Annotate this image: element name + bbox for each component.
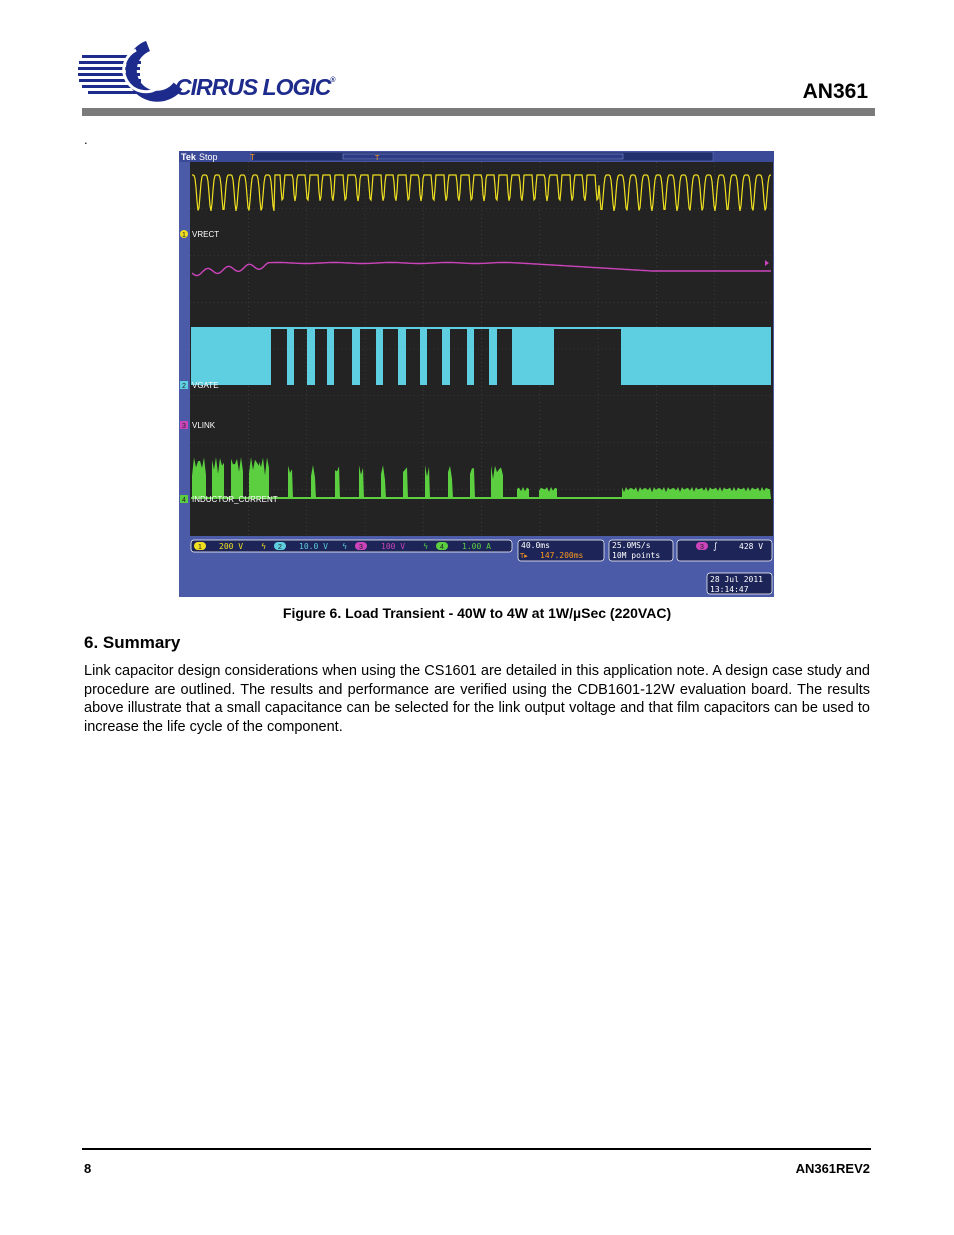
record-trigger-marker: T bbox=[375, 155, 380, 162]
registered-mark: ® bbox=[330, 77, 335, 84]
scope-brand: Tek bbox=[181, 152, 196, 162]
ch1-bandwidth-icon: ϟ bbox=[261, 542, 267, 551]
rising-edge-icon: ∫ bbox=[713, 542, 718, 552]
trigger-source-number: 3 bbox=[700, 544, 704, 551]
trace-segment bbox=[191, 327, 271, 385]
trace-segment bbox=[420, 327, 427, 385]
document-id: AN361 bbox=[802, 80, 868, 103]
logo-name: CIRRUS LOGIC bbox=[175, 74, 331, 100]
summary-paragraph: Link capacitor design considerations when using the CS1601 are detailed in this application note. A design case study and procedure are outlined. The results and performance are verified using the CDB1601-12W evaluation board. The results above illustrate that a small capacitance can be selected for the link output voltage and that film capacitors can be used to increase the life cycle of the component. bbox=[84, 663, 870, 735]
ch1-scale-number: 1 bbox=[198, 544, 202, 551]
trace-segment bbox=[621, 327, 771, 385]
trace-segment bbox=[467, 327, 474, 385]
ch4-scale-number: 4 bbox=[440, 544, 444, 551]
page-number: 8 bbox=[84, 1161, 92, 1176]
trace-segment bbox=[376, 327, 383, 385]
section-title: 6. Summary bbox=[84, 633, 181, 652]
trigger-level: 428 V bbox=[739, 542, 764, 551]
trigger-delay-icon: T▸ bbox=[520, 552, 528, 560]
ch4-scale: 1.00 A bbox=[462, 542, 491, 551]
ch2-number: 2 bbox=[182, 383, 186, 390]
trace-segment bbox=[398, 327, 406, 385]
capture-date: 28 Jul 2011 bbox=[710, 575, 763, 584]
ch1-number: 1 bbox=[182, 232, 186, 239]
current-burst bbox=[622, 487, 771, 499]
record-length: 10M points bbox=[612, 551, 661, 560]
ch1-scale: 200 V bbox=[219, 542, 244, 551]
ch3-label: VLINK bbox=[192, 421, 216, 430]
trace-segment bbox=[442, 327, 450, 385]
capture-time: 13:14:47 bbox=[710, 585, 749, 594]
trace-segment bbox=[489, 327, 497, 385]
current-burst bbox=[517, 487, 529, 499]
trace-segment bbox=[512, 327, 554, 385]
ch3-scale: 100 V bbox=[381, 542, 406, 551]
ch4-label: INDUCTOR_CURRENT bbox=[192, 495, 278, 504]
header-rule bbox=[82, 108, 875, 116]
stray-mark: . bbox=[84, 132, 88, 147]
ch2-bandwidth-icon: ϟ bbox=[342, 542, 348, 551]
document-revision: AN361REV2 bbox=[795, 1161, 870, 1176]
ch3-bandwidth-icon: ϟ bbox=[423, 542, 429, 551]
trace-segment bbox=[307, 327, 315, 385]
ch3-scale-number: 3 bbox=[359, 544, 363, 551]
timebase: 40.0ms bbox=[521, 541, 550, 550]
ch1-label: VRECT bbox=[192, 230, 220, 239]
cirrus-logic-logo-mark bbox=[78, 40, 186, 102]
footer-rule bbox=[82, 1148, 871, 1150]
figure-caption: Figure 6. Load Transient - 40W to 4W at 1W/µSec (220VAC) bbox=[282, 605, 672, 621]
ch4-number: 4 bbox=[182, 497, 186, 504]
trace-segment bbox=[287, 327, 294, 385]
scope-mode: Stop bbox=[199, 152, 218, 162]
ch2-label: VGATE bbox=[192, 381, 219, 390]
ch2-scale-number: 2 bbox=[278, 544, 282, 551]
oscilloscope-display bbox=[179, 151, 774, 597]
company-logo-text bbox=[175, 74, 335, 101]
ch2-scale: 10.0 V bbox=[299, 542, 328, 551]
current-burst bbox=[192, 457, 206, 499]
trigger-position: 147.200ms bbox=[540, 551, 584, 560]
trigger-position-marker: T bbox=[250, 153, 255, 162]
sample-rate: 25.0MS/s bbox=[612, 541, 651, 550]
trace-segment bbox=[327, 327, 334, 385]
ch3-number: 3 bbox=[182, 423, 186, 430]
oscilloscope-figure bbox=[179, 151, 774, 597]
trace-segment bbox=[352, 327, 360, 385]
